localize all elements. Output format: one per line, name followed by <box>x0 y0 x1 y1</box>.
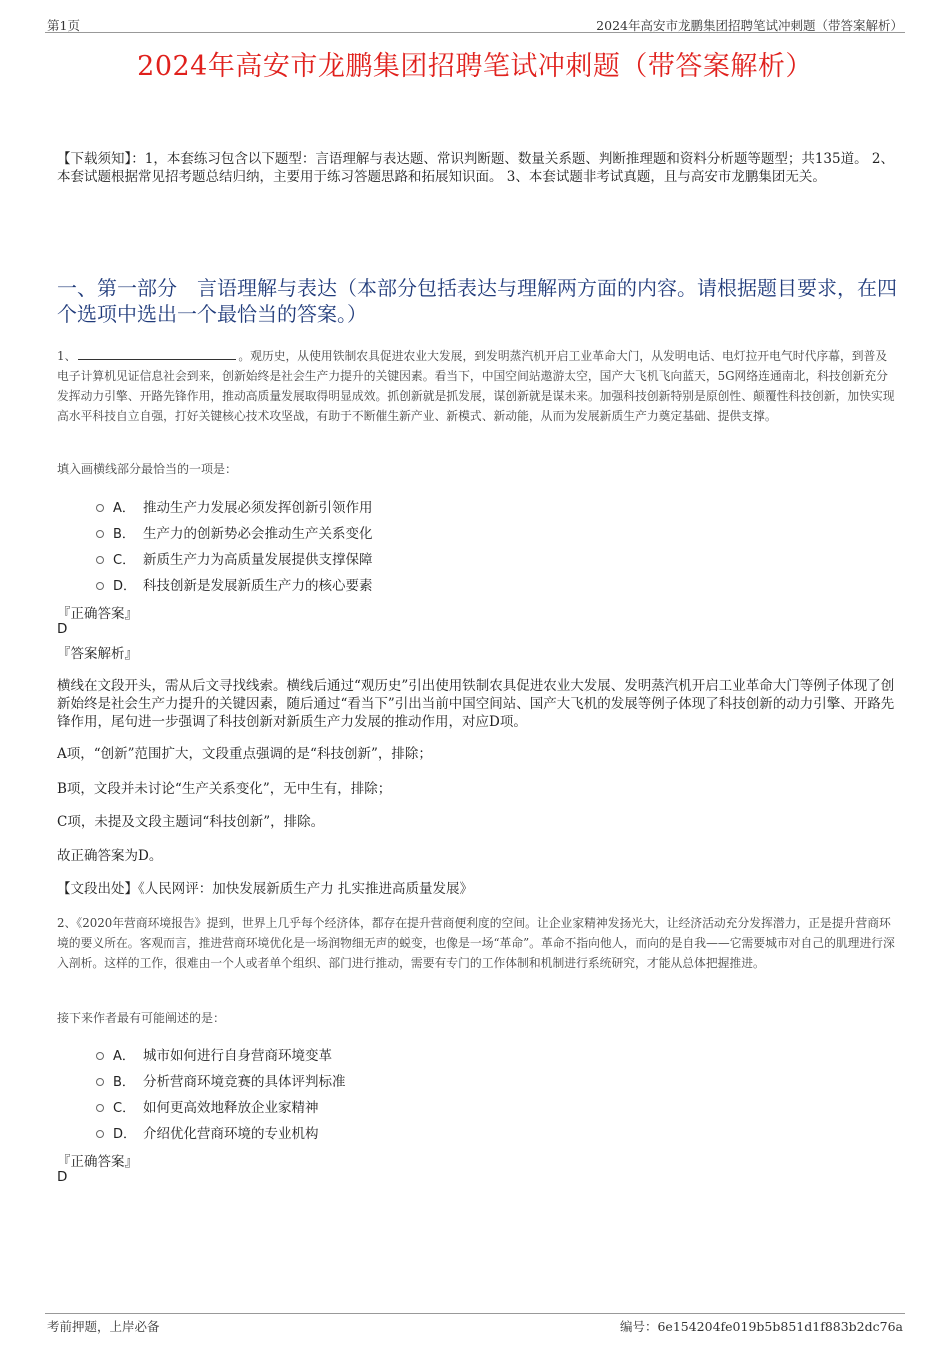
correct-answer: D <box>57 621 68 637</box>
header-doc-title: 2024年高安市龙鹏集团招聘笔试冲刺题（带答案解析） <box>596 18 903 33</box>
footer-slogan: 考前押题，上岸必备 <box>47 1319 160 1334</box>
option-a[interactable]: A． 推动生产力发展必须发挥创新引领作用 <box>96 493 373 519</box>
radio-icon[interactable] <box>96 504 104 512</box>
radio-icon[interactable] <box>96 1130 104 1138</box>
analysis-option-b: B项，文段并未讨论“生产关系变化”，无中生有，排除； <box>57 781 392 797</box>
question-1-text: 。观历史，从使用铁制农具促进农业大发展，到发明蒸汽机开启工业革命大门，从发明电话、电灯拉开电气时代序幕，到普及电子计算机见证信息社会到来，创新始终是社会生产力提升的关键因素。看当下，中国空间站遨游太空，国产大飞机飞向蓝天，5G网络连通南北，科技创新充分发挥动力引擎、开路先锋作用，推动高质量发展取得明显成效。抓创新就是抓发展，谋创新就是谋未来。加强科技创新特别是原创性、颠覆性科技创新，加快实现高水平科技自立自强，打好关键核心技术攻坚战，有助于不断催生新产业、新模式、新动能，从而为发展新质生产力奠定基础、提供支撑。 <box>57 349 895 423</box>
radio-icon[interactable] <box>96 582 104 590</box>
document-title: 2024年高安市龙鹏集团招聘笔试冲刺题（带答案解析） <box>137 51 813 82</box>
analysis-option-c: C项，未提及文段主题词“科技创新”，排除。 <box>57 814 325 830</box>
analysis-label: 『答案解析』 <box>57 646 138 662</box>
question-1-number: 1、 <box>57 349 77 363</box>
question-1-prompt: 填入画横线部分最恰当的一项是： <box>57 462 238 476</box>
option-b[interactable]: B． 生产力的创新势必会推动生产关系变化 <box>96 519 373 545</box>
option-d[interactable]: D． 介绍优化营商环境的专业机构 <box>96 1119 346 1145</box>
correct-answer-label: 『正确答案』 <box>57 1154 138 1170</box>
question-2-text: 《2020年营商环境报告》提到，世界上几乎每个经济体，都存在提升营商便利度的空间。让企业家精神发扬光大，让经济活动充分发挥潜力，正是提升营商环境的要义所在。客观而言，推进营商环境优化是一场润物细无声的蜕变，也像是一场“革命”。革命不指向他人，而向的是自我——它需要城市对自己的肌理进行深入剖析。这样的工作，很难由一个人或者单个组织、部门进行推动，需要有专门的工作体制和机制进行系统研究，才能从总体把握推进。 <box>57 916 895 970</box>
question-2-prompt: 接下来作者最有可能阐述的是： <box>57 1011 226 1025</box>
radio-icon[interactable] <box>96 1104 104 1112</box>
radio-icon[interactable] <box>96 1078 104 1086</box>
download-notice: 【下载须知】：1，本套练习包含以下题型：言语理解与表达题、常识判断题、数量关系题、判断推理题和资料分析题等题型；共135道。 2、本套试题根据常见招考题总结归纳，主要用于练习答题思路和拓展知识面。 3、本套试题非考试真题，且与高安市龙鹏集团无关。 <box>57 151 894 185</box>
analysis-option-a: A项，“创新”范围扩大，文段重点强调的是“科技创新”，排除； <box>57 746 432 762</box>
question-1-options <box>96 493 373 597</box>
footer-document-id: 编号：6e154204fe019b5b851d1f883b2dc76a <box>619 1319 903 1334</box>
option-c[interactable]: C． 新质生产力为高质量发展提供支撑保障 <box>96 545 373 571</box>
page-footer <box>45 1313 905 1334</box>
radio-icon[interactable] <box>96 1052 104 1060</box>
page-number: 第1页 <box>47 18 80 33</box>
question-2-number: 2、 <box>57 916 77 930</box>
option-b[interactable]: B． 分析营商环境竞赛的具体评判标准 <box>96 1067 346 1093</box>
analysis-conclusion: 故正确答案为D。 <box>57 848 163 864</box>
correct-answer-label: 『正确答案』 <box>57 606 138 622</box>
source-citation: 【文段出处】《人民网评：加快发展新质生产力 扎实推进高质量发展》 <box>57 881 474 897</box>
option-c[interactable]: C． 如何更高效地释放企业家精神 <box>96 1093 346 1119</box>
radio-icon[interactable] <box>96 556 104 564</box>
radio-icon[interactable] <box>96 530 104 538</box>
question-2-options <box>96 1041 346 1145</box>
page-header <box>45 14 905 33</box>
fill-blank <box>78 347 236 360</box>
question-1-passage <box>57 346 898 426</box>
section-heading: 一、第一部分 言语理解与表达（本部分包括表达与理解两方面的内容。请根据题目要求，在四个选项中选出一个最恰当的答案。） <box>57 276 897 326</box>
analysis-paragraph: 横线在文段开头，需从后文寻找线索。横线后通过“观历史”引出使用铁制农具促进农业大发展、发明蒸汽机开启工业革命大门等例子体现了创新始终是社会生产力提升的关键因素，随后通过“看当下”引出当前中国空间站、国产大飞机的发展等例子体现了科技创新的动力引擎、开路先锋作用，尾句进一步强调了科技创新对新质生产力发展的推动作用，对应D项。 <box>57 678 895 730</box>
option-d[interactable]: D． 科技创新是发展新质生产力的核心要素 <box>96 571 373 597</box>
option-a[interactable]: A． 城市如何进行自身营商环境变革 <box>96 1041 346 1067</box>
question-2-passage <box>57 913 898 973</box>
correct-answer: D <box>57 1169 68 1185</box>
